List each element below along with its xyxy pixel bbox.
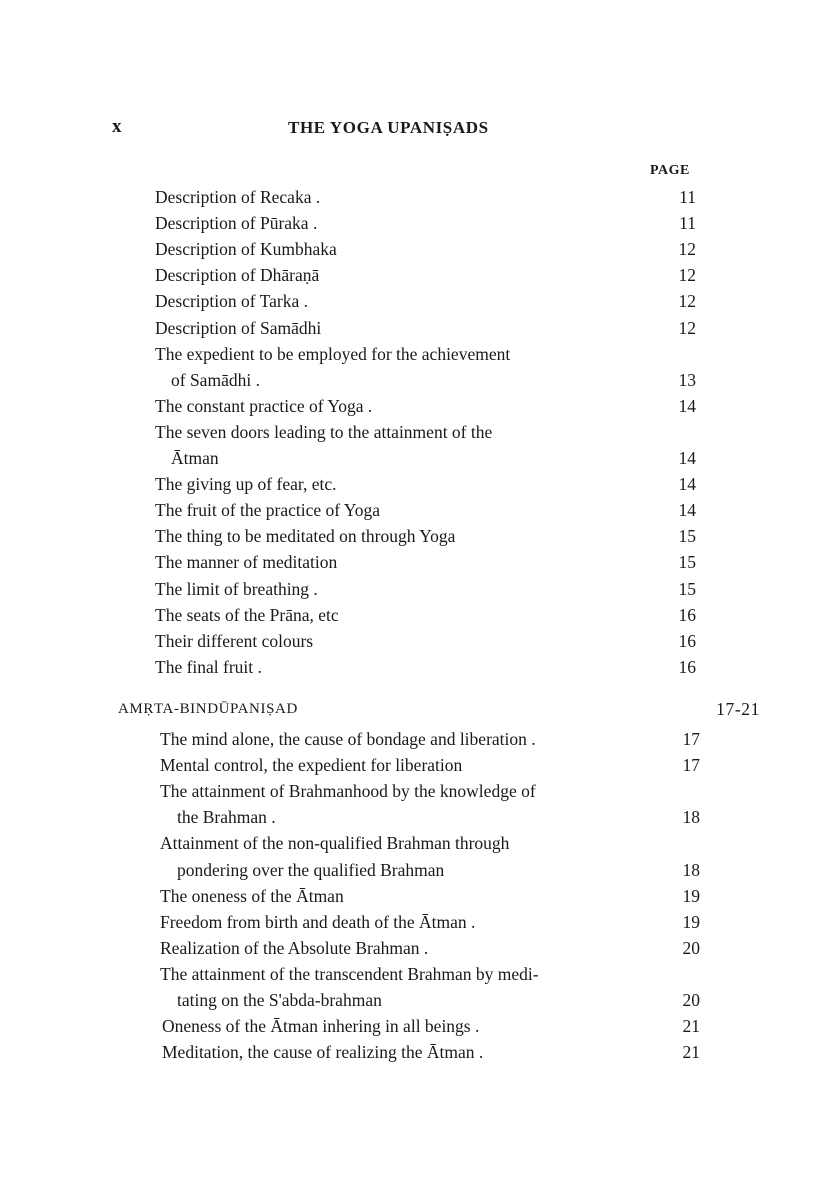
toc-entry-title: Ātman — [171, 448, 219, 468]
running-title: THE YOGA UPANIṢADS — [288, 118, 489, 137]
toc-entry-title: The attainment of Brahmanhood by the knowledge of — [160, 781, 536, 802]
toc-entry-title: Description of Dhāraṇā — [155, 265, 320, 286]
toc-entry-page: 18 — [682, 859, 700, 880]
toc-entry — [0, 471, 840, 497]
toc-entry-page: 15 — [678, 526, 696, 547]
toc-entry-page: 19 — [682, 911, 700, 932]
toc-entry-page: 17 — [682, 755, 700, 776]
toc-entry-page: 20 — [682, 937, 700, 958]
toc-entry — [0, 549, 840, 575]
toc-entry-title: The attainment of the transcendent Brahman by medi- — [160, 963, 539, 984]
toc-entry-title: The expedient to be employed for the achievement — [155, 343, 511, 364]
toc-entry-page: 19 — [682, 885, 700, 906]
toc-entry — [0, 576, 840, 602]
toc-entry-page: 16 — [678, 656, 696, 677]
toc-entry-title: Freedom from birth and death of the Ātman . — [160, 911, 476, 932]
toc-entry — [0, 210, 840, 236]
toc-entry-title: Description of Pūraka . — [155, 213, 318, 234]
toc-entry — [0, 288, 840, 314]
page-column-label: PAGE — [650, 163, 690, 178]
toc-entry — [0, 883, 840, 909]
toc-entry — [0, 909, 840, 935]
toc-entry-title: Oneness of the Ātman inhering in all beings . — [162, 1016, 480, 1037]
toc-entry-title: The seats of the Prāna, etc — [155, 604, 339, 625]
toc-entry-page: 14 — [678, 395, 696, 416]
toc-entry-title: Description of Kumbhaka — [155, 239, 337, 260]
toc-entry-page: 11 — [679, 187, 696, 207]
toc-entry — [0, 341, 840, 367]
toc-entry — [0, 804, 840, 830]
toc-entry-title: Mental control, the expedient for liberation — [160, 755, 463, 776]
toc-entry — [0, 726, 840, 752]
toc-entry-page: 14 — [678, 500, 696, 521]
toc-entry-page: 21 — [682, 1042, 700, 1063]
toc-entry-title: Realization of the Absolute Brahman . — [160, 937, 429, 958]
toc-entry-page: 12 — [678, 239, 696, 260]
toc-entry-page: 16 — [678, 630, 696, 651]
toc-entry — [0, 315, 840, 341]
toc-entry — [0, 935, 840, 961]
toc-entry — [0, 262, 840, 288]
toc-entry — [0, 445, 840, 471]
toc-entry — [0, 602, 840, 628]
toc-entry-title: Description of Tarka . — [155, 291, 308, 312]
toc-entry-page: 14 — [678, 448, 696, 468]
toc-entry — [0, 987, 840, 1013]
page-number: x — [112, 116, 122, 137]
toc-entry-page: 17 — [682, 729, 700, 749]
toc-entry-page: 14 — [678, 474, 696, 495]
toc-entry — [0, 628, 840, 654]
toc-entry-title: pondering over the qualified Brahman — [177, 859, 445, 880]
toc-entry-page: 12 — [678, 265, 696, 286]
toc-entry — [0, 1013, 840, 1039]
toc-entry — [0, 654, 840, 680]
toc-entry-page: 15 — [678, 552, 696, 573]
toc-entry-title: The giving up of fear, etc. — [155, 474, 337, 495]
section-title: AMṚTA-BINDŪPANIṢAD — [118, 701, 298, 717]
toc-entry-title: The oneness of the Ātman — [160, 885, 344, 906]
toc-entry — [0, 497, 840, 523]
toc-entry-page: 12 — [678, 317, 696, 338]
toc-entry-title: The seven doors leading to the attainment of the — [155, 421, 493, 442]
toc-entry-title: the Brahman . — [177, 807, 276, 828]
toc-entry-title: Description of Samādhi — [155, 317, 322, 338]
toc-entry — [0, 778, 840, 804]
toc-entry-page: 11 — [679, 213, 696, 234]
section-heading — [118, 696, 760, 722]
toc-entry-page: 15 — [678, 578, 696, 599]
toc-entry-title: Attainment of the non-qualified Brahman through — [160, 833, 510, 854]
toc-entry-page: 18 — [682, 807, 700, 828]
toc-entry — [0, 752, 840, 778]
toc-entry-page: 13 — [678, 369, 696, 390]
toc-entry-title: Meditation, the cause of realizing the Ātman . — [162, 1042, 484, 1063]
toc-entry-page: 21 — [682, 1016, 700, 1037]
toc-entry — [0, 393, 840, 419]
toc-entry — [0, 830, 840, 856]
toc-entry-title: The final fruit . — [155, 656, 262, 677]
section-pages: 17-21 — [716, 699, 760, 719]
toc-entry-title: The thing to be meditated on through Yoga — [155, 526, 456, 547]
toc-entry-title: The limit of breathing . — [155, 578, 318, 599]
toc-entry-title: tating on the S'abda-brahman — [177, 990, 382, 1010]
toc-entry-title: The manner of meditation — [155, 552, 338, 573]
running-header — [0, 114, 840, 144]
toc-entry — [0, 184, 840, 210]
toc-entry-page: 16 — [678, 604, 696, 625]
toc-entry — [0, 1039, 840, 1065]
toc-entry — [0, 236, 840, 262]
toc-entry — [0, 857, 840, 883]
toc-entry-title: The fruit of the practice of Yoga — [155, 500, 380, 521]
toc-entry-page: 12 — [678, 291, 696, 312]
toc-entry-title: Their different colours — [155, 630, 314, 651]
toc-entry — [0, 367, 840, 393]
toc-entry — [0, 419, 840, 445]
toc-entry-title: Description of Recaka . — [155, 187, 321, 207]
toc-entry-page: 20 — [682, 990, 700, 1010]
toc-entry-title: The constant practice of Yoga . — [155, 395, 373, 416]
toc-entry — [0, 523, 840, 549]
toc-entry-title: The mind alone, the cause of bondage and liberation . — [160, 729, 536, 749]
toc-entry — [0, 961, 840, 987]
toc-entry-title: of Samādhi . — [171, 369, 260, 390]
